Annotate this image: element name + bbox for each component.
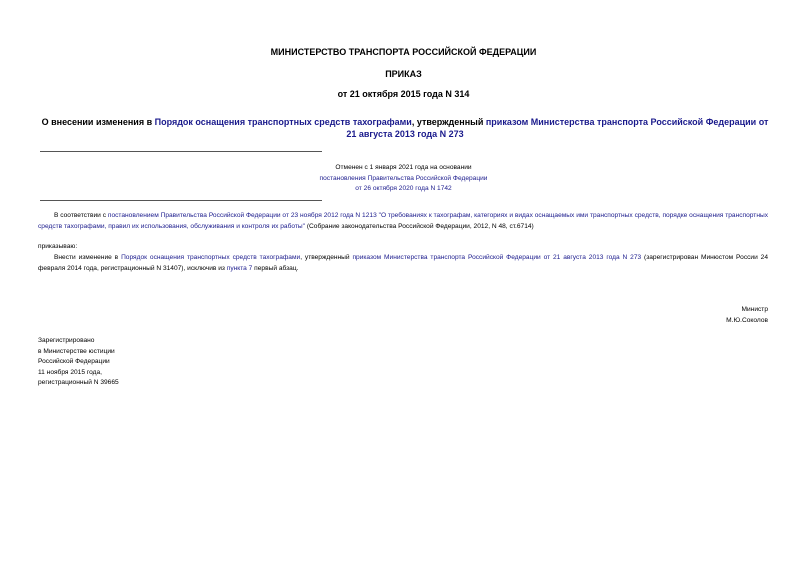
- title-link-order[interactable]: приказом Министерства транспорта Российской Федерации от 21 августа 2013 года N 273: [346, 117, 769, 139]
- preamble-text-2: (Собрание законодательства Российской Федерации, 2012, N 48, ст.6714): [305, 222, 534, 230]
- registration-line: Российской Федерации: [38, 358, 110, 365]
- body-link-order[interactable]: приказом Министерства транспорта Российской Федерации от 21 августа 2013 года N 273: [352, 254, 642, 261]
- registration-line: регистрационный N 39665: [38, 379, 119, 386]
- body-text-1: Внести изменение в: [54, 254, 122, 261]
- divider-top: [40, 151, 322, 152]
- registration-line: 11 ноября 2015 года,: [38, 368, 102, 376]
- preamble-text-1: В соответствии с: [54, 212, 108, 219]
- divider-bottom: [40, 200, 322, 201]
- signature-position: Министр: [741, 306, 768, 313]
- order-word: приказываю:: [38, 243, 78, 250]
- status-note: [0, 163, 807, 195]
- title-link-procedure[interactable]: Порядок оснащения транспортных средств тахографами: [154, 117, 412, 127]
- body-link-clause[interactable]: пункта 7: [226, 264, 253, 272]
- body-text-4: первый абзац.: [252, 264, 299, 272]
- title-middle: , утвержденный: [411, 117, 486, 127]
- status-link-date[interactable]: от 26 октября 2020 года N 1742: [355, 185, 452, 192]
- body-link-procedure[interactable]: Порядок оснащения транспортных средств тахографами: [121, 254, 301, 261]
- registration-block: [38, 336, 119, 389]
- body-paragraph: [38, 253, 768, 274]
- status-line-1: Отменен с 1 января 2021 года на основании: [335, 164, 472, 171]
- preamble-paragraph: [38, 211, 768, 232]
- title-prefix: О внесении изменения в: [41, 117, 155, 127]
- registration-line: в Министерстве юстиции: [38, 347, 115, 355]
- ministry-heading: МИНИСТЕРСТВО ТРАНСПОРТА РОССИЙСКОЙ ФЕДЕРАЦИИ: [270, 47, 537, 57]
- status-link-resolution[interactable]: постановления Правительства Российской Федерации: [319, 174, 488, 182]
- document-title: [40, 117, 770, 140]
- signature-block: [726, 305, 768, 326]
- preamble-link-resolution[interactable]: постановлением Правительства Российской Федерации от 23 ноября 2012 года N 1213 "О требованиях к тахографам, категориях и видах оснащаемых ими транспортных средств, порядке оснащения транспортных средств тахографами, правил их использования, обслуживания и контроля их работы": [38, 212, 768, 230]
- date-number-heading: от 21 октября 2015 года N 314: [337, 89, 470, 99]
- body-text-2: , утвержденный: [300, 254, 353, 261]
- signature-name: М.Ю.Соколов: [726, 316, 768, 324]
- doc-type-heading: ПРИКАЗ: [385, 69, 422, 79]
- body-text-3: (зарегистрирован Минюстом России 24 февраля 2014 года, регистрационный N 31407), исключив из: [38, 254, 769, 272]
- registration-line: Зарегистрировано: [38, 337, 95, 344]
